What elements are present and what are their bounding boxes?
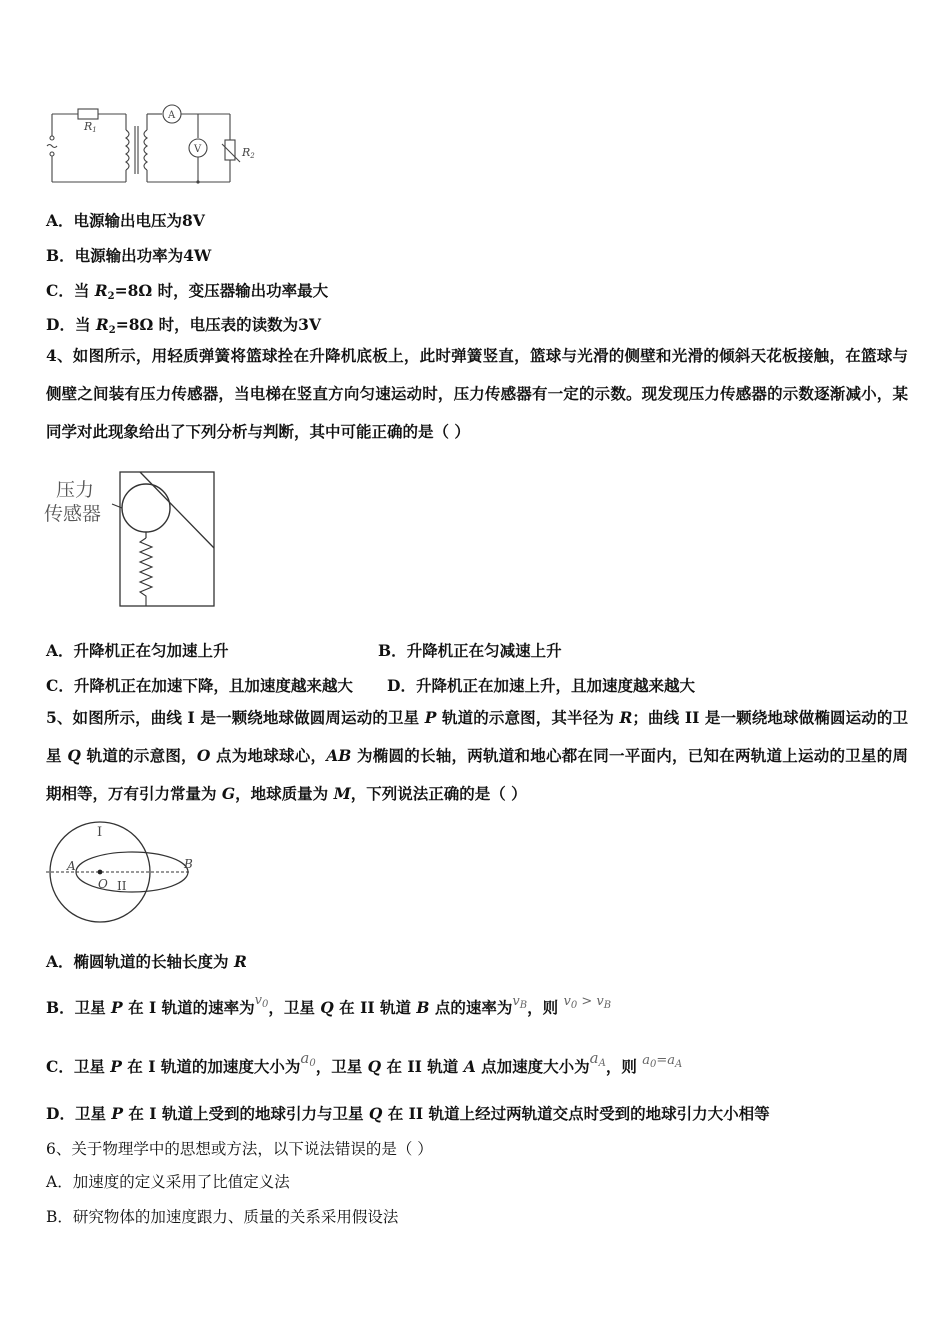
q4-option-b: B．升降机正在匀减速上升 xyxy=(378,641,562,660)
q5-stem-run: ，下列说法正确的是（ ） xyxy=(350,784,527,803)
sensor-label-line1: 压力 xyxy=(56,479,95,501)
q5-option-b: B．卫星 P 在 I 轨道的速率为$^{v_0}$，卫星 Q 在 II 轨道 B 点的速率为$^{v_B}$，则 $^{v_0 > v_B}$ xyxy=(46,993,612,1017)
q5-stem-run: ；曲线 II 是一颗绕地球做椭圆运动的卫星 xyxy=(46,708,909,765)
point-o-label: O xyxy=(98,877,108,891)
q6-option-b: B．研究物体的加速度跟力、质量的关系采用假设法 xyxy=(46,1208,399,1226)
ammeter-symbol: A xyxy=(168,110,176,121)
q6-stem: 6、关于物理学中的思想或方法，以下说法错误的是（ ） xyxy=(46,1140,433,1158)
q5-stem-run: AB xyxy=(326,746,352,765)
q5-stem-run: ，地球质量为 xyxy=(235,784,334,803)
q5-option-c: C．卫星 P 在 I 轨道的加速度大小为$a_0$，卫星 Q 在 II 轨道 A 点加速度大小为$a_A$，则 $^{a_0=a_A}$ xyxy=(46,1049,683,1076)
q5-option-d: D．卫星 P 在 I 轨道上受到的地球引力与卫星 Q 在 II 轨道上经过两轨道交点时受到的地球引力大小相等 xyxy=(46,1104,770,1123)
q6-option-a: A．加速度的定义采用了比值定义法 xyxy=(46,1173,290,1191)
r1-label: R1 xyxy=(84,120,97,134)
q5-stem-run: P xyxy=(424,708,437,727)
q5-stem-run: 5、如图所示，曲线 I 是一颗绕地球做圆周运动的卫星 xyxy=(46,708,425,727)
q5-stem-run: M xyxy=(333,784,351,803)
point-a-label: A xyxy=(67,859,76,873)
q5-stem-run: G xyxy=(221,784,236,803)
q5-stem-run: Q xyxy=(67,746,81,765)
transformer-circuit-figure xyxy=(42,100,262,192)
q5-stem-run: 轨道的示意图，其半径为 xyxy=(436,708,620,727)
q4-option-d: D．升降机正在加速上升，且加速度越来越大 xyxy=(387,676,695,695)
q3-option-c: C．当 $R_2=8\Omega$ 时，变压器输出功率最大 xyxy=(46,281,329,302)
orbit-figure xyxy=(42,818,202,930)
q5-stem-run: 点为地球球心， xyxy=(210,746,327,765)
q4-option-a: A．升降机正在匀加速上升 xyxy=(46,641,229,660)
q5-stem-run: O xyxy=(196,746,211,765)
elevator-spring-figure xyxy=(42,468,222,610)
orbit-label-ii: II xyxy=(117,879,127,893)
sensor-label-line2: 传感器 xyxy=(44,503,102,525)
q3-option-b: B．电源输出功率为4W xyxy=(46,246,212,265)
q5-stem-run: 为椭圆的长轴，两轨道和地心都在同一平面内，已知在两轨道上运动的卫星的周期相等，万有引力常量为 xyxy=(46,746,908,803)
q4-stem: 4、如图所示，用轻质弹簧将篮球拴在升降机底板上，此时弹簧竖直，篮球与光滑的侧壁和光滑的倾斜天花板接触，在篮球与侧壁之间装有压力传感器，当电梯在竖直方向匀速运动时，压力传感器有一定的示数。现发现压力传感器的示数逐渐减小，某同学对此现象给出了下列分析与判断，其中可能正确的是（ ） xyxy=(46,346,908,441)
q4-option-c: C．升降机正在加速下降，且加速度越来越大 xyxy=(46,676,353,695)
q3-option-a: A．电源输出电压为8V xyxy=(46,211,205,230)
q3-option-d: D．当 $R_2=8\Omega$ 时，电压表的读数为3V xyxy=(46,315,321,336)
r2-label: R2 xyxy=(242,146,255,160)
q5-stem-run: 轨道的示意图， xyxy=(80,746,197,765)
point-b-label: B xyxy=(184,857,193,871)
q5-stem-run: R xyxy=(619,708,633,727)
voltmeter-symbol: V xyxy=(194,144,202,155)
q5-stem xyxy=(46,699,908,813)
orbit-label-i: I xyxy=(97,825,103,840)
q5-option-a: A．椭圆轨道的长轴长度为 R xyxy=(46,952,247,971)
